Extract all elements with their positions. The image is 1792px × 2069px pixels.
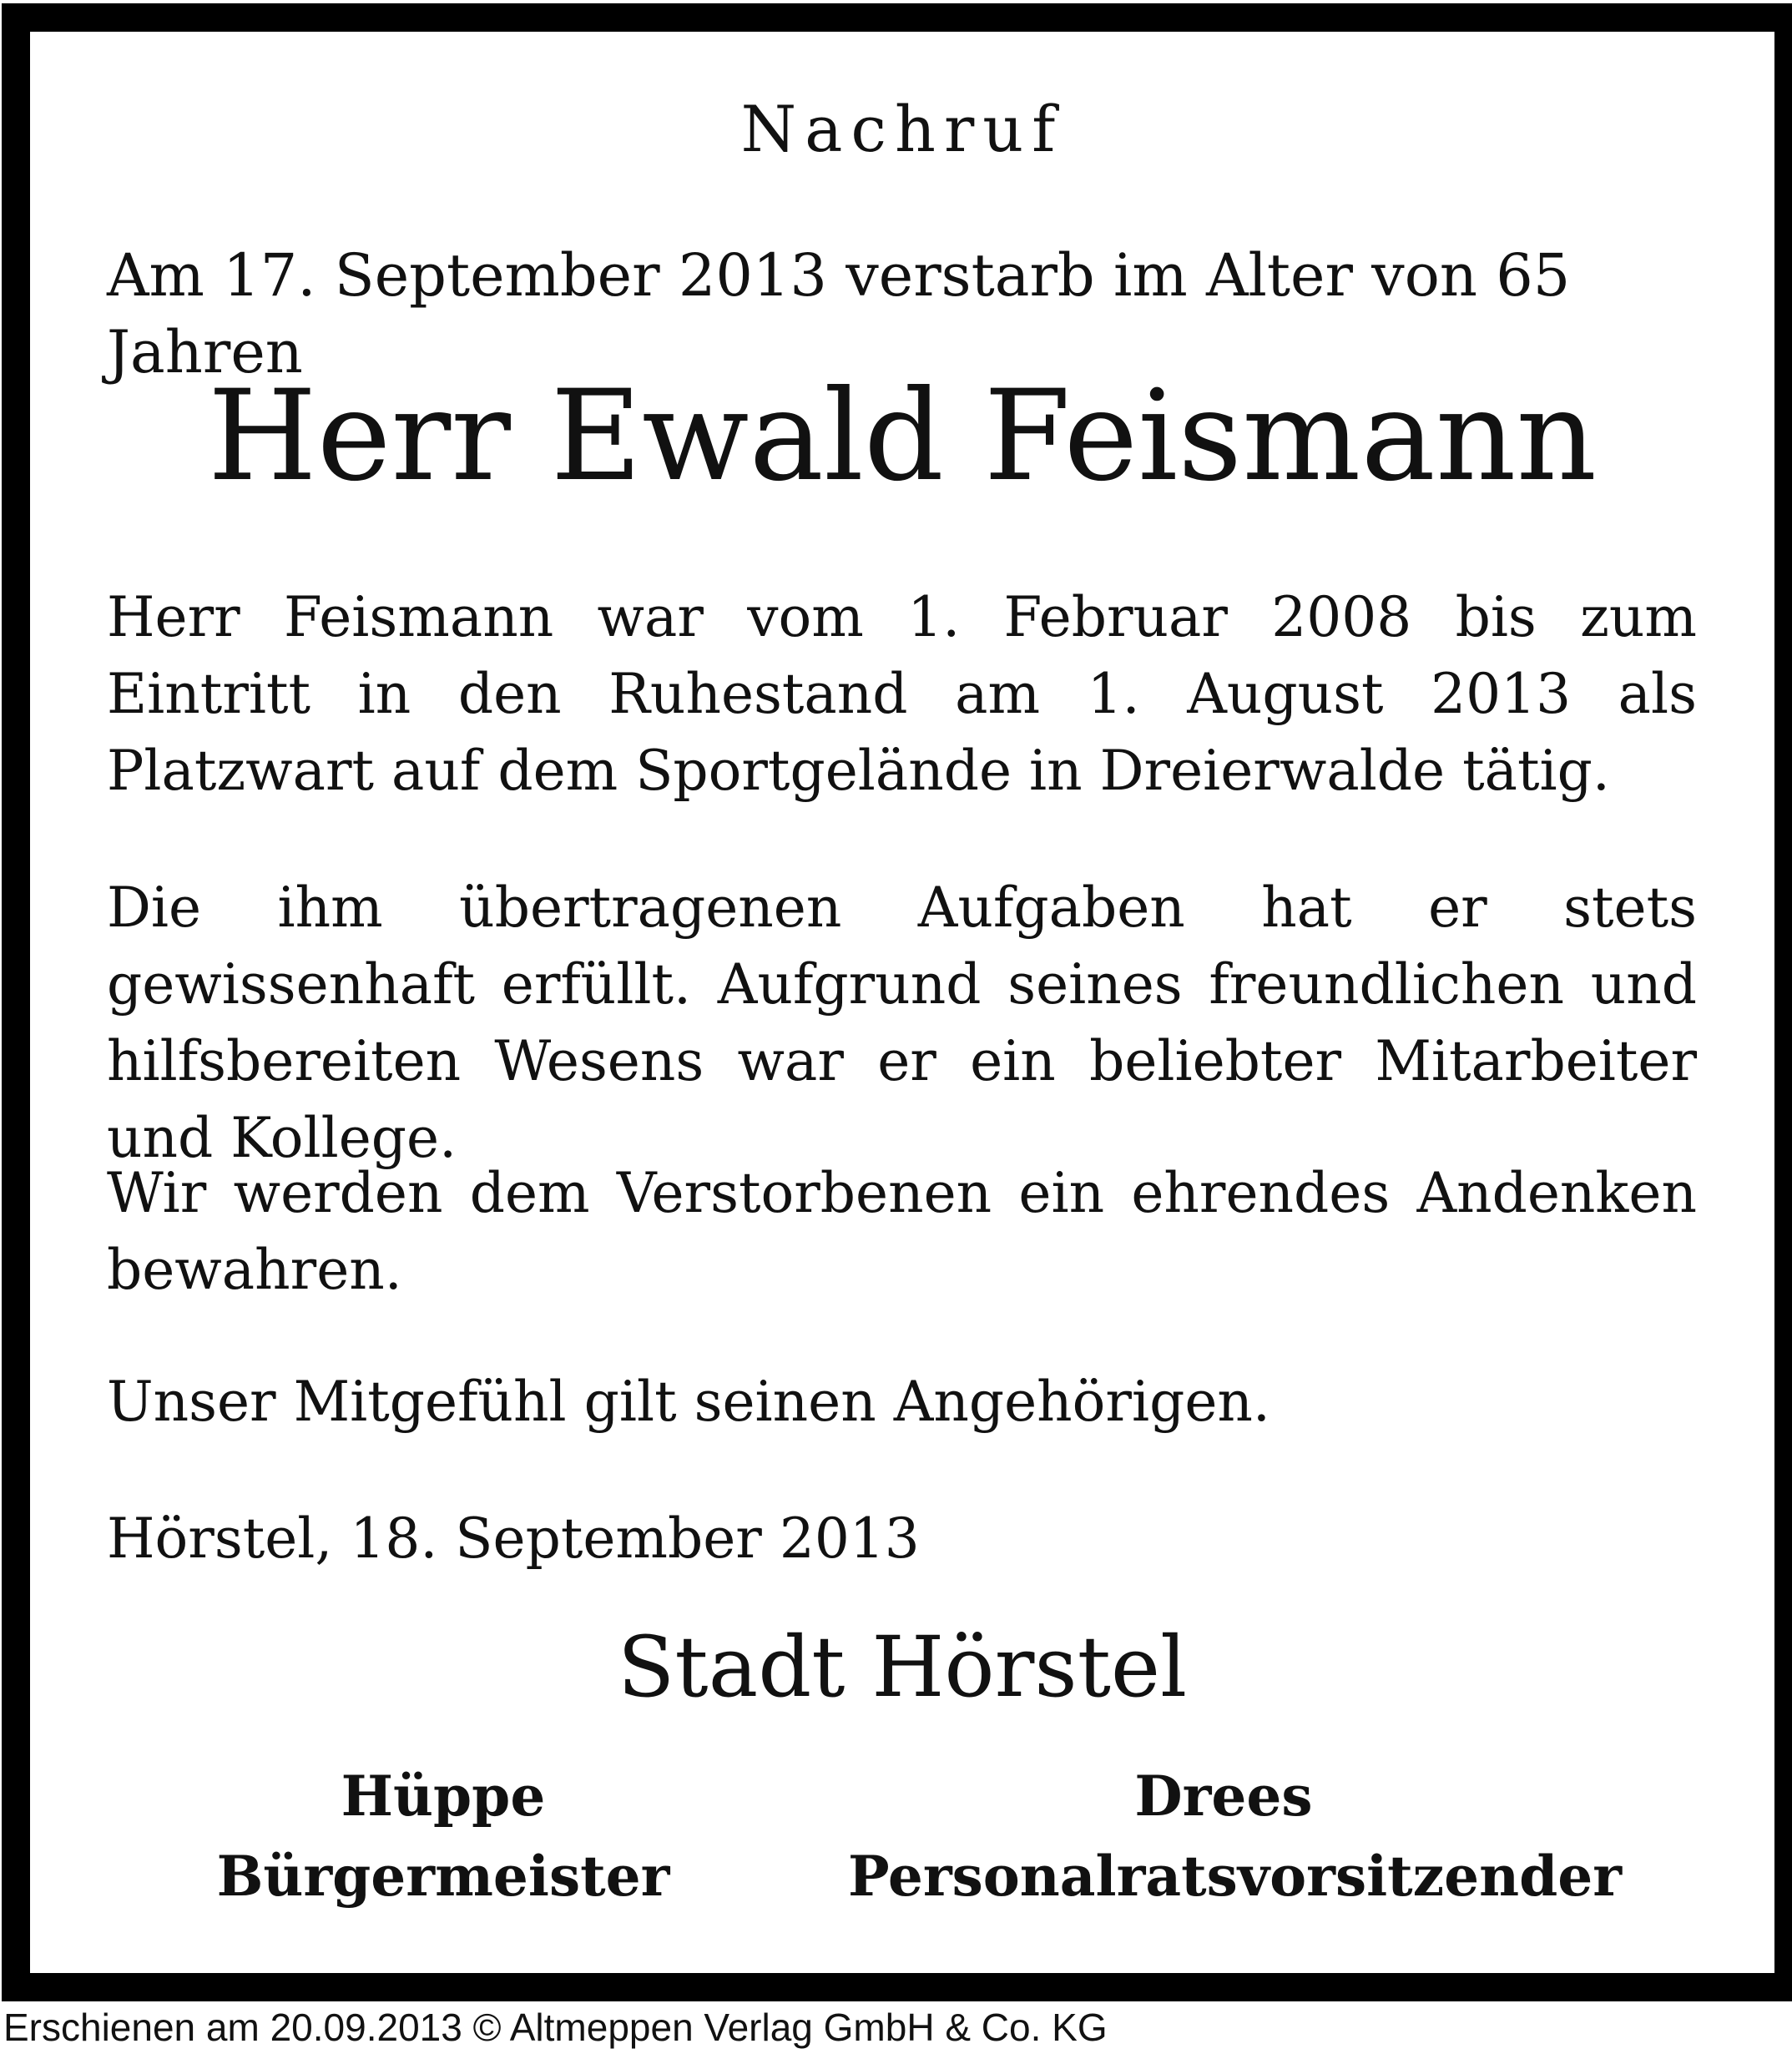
signatory-role: Personalratsvorsitzender bbox=[848, 1844, 1623, 1909]
paragraph-duties: Die ihm übertragenen Aufgaben hat er stets gewissenhaft erfüllt. Aufgrund seines freundlichen und hilfsbereiten Wesens war er ein beliebter Mitarbeiter und Kollege. bbox=[107, 876, 1697, 1170]
signatory-name: Drees bbox=[1134, 1764, 1313, 1829]
paragraph-employment: Herr Feismann war vom 1. Februar 2008 bis zum Eintritt in den Ruhestand am 1. August 2013 als Platzwart auf dem Sportgelände in Dreierwalde tätig. bbox=[107, 585, 1697, 803]
paragraph-remembrance: Wir werden dem Verstorbenen ein ehrendes Andenken bewahren. bbox=[107, 1161, 1697, 1302]
deceased-name: Herr Ewald Feismann bbox=[207, 364, 1598, 509]
organization-name: Stadt Hörstel bbox=[617, 1618, 1188, 1716]
obituary-frame bbox=[2, 3, 1792, 2001]
place-date: Hörstel, 18. September 2013 bbox=[107, 1506, 920, 1571]
intro-line: Am 17. September 2013 verstarb im Alter von 65 Jahren bbox=[107, 241, 1571, 386]
signatory-right bbox=[848, 1756, 1623, 1916]
paragraph-condolence: Unser Mitgefühl gilt seinen Angehörigen. bbox=[107, 1370, 1270, 1434]
signatory-role: Bürgermeister bbox=[216, 1844, 670, 1909]
publication-footer: Erschienen am 20.09.2013 © Altmeppen Verlag GmbH & Co. KG bbox=[3, 2006, 1108, 2049]
signatory-name: Hüppe bbox=[341, 1764, 546, 1829]
signatory-left bbox=[164, 1756, 723, 1916]
notice-title: Nachruf bbox=[740, 92, 1064, 166]
